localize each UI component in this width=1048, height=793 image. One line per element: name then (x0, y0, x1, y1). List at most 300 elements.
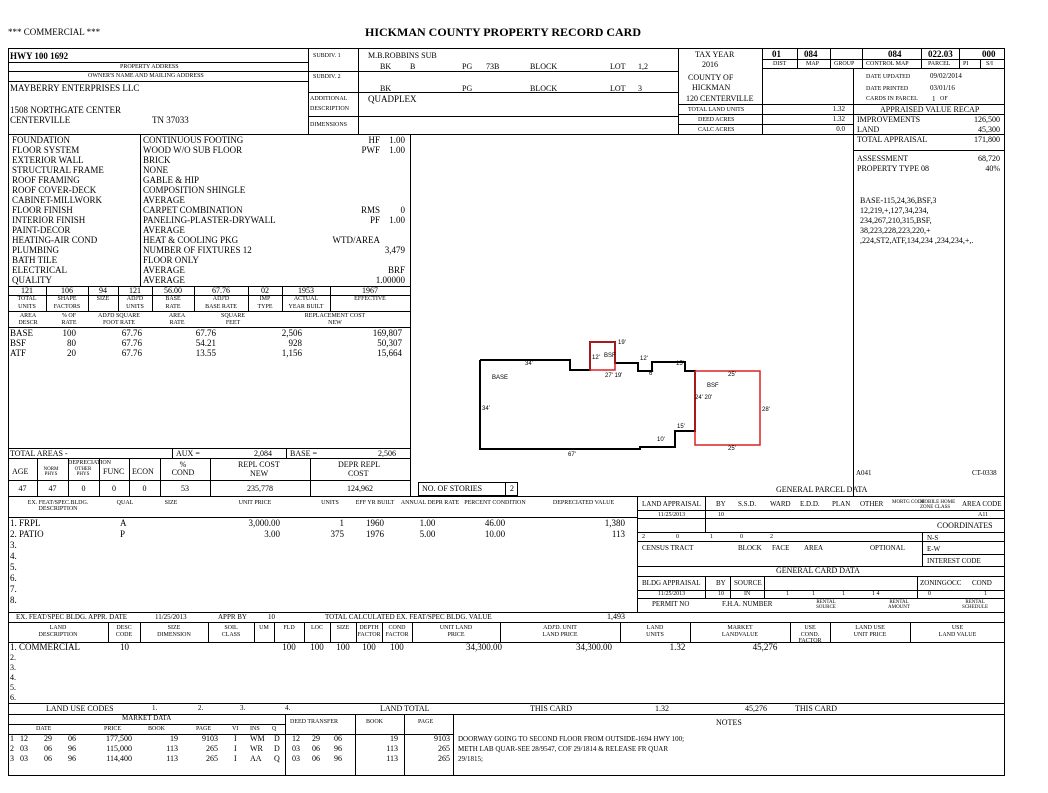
ew-label: E-W (927, 545, 941, 553)
deed-book: 113 (386, 754, 398, 763)
construction-factor: 1.00 (389, 135, 405, 145)
use-code-3: 3. (240, 704, 246, 712)
plan-label: PLAN (832, 500, 851, 508)
aux-value: 2,084 (254, 449, 272, 458)
land-header: COND. FACTOR (798, 632, 822, 644)
construction-code: WTD/AREA (332, 235, 380, 245)
deed-page: 9103 (434, 734, 450, 743)
spec-header: EFF YR BUILT (355, 500, 395, 506)
total-land-units: 1.32 (832, 105, 845, 113)
market-month: 12 (20, 734, 28, 743)
econ-value: 0 (142, 484, 147, 493)
market-title: MARKET DATA (122, 714, 172, 722)
appr-date: 11/25/2013 (155, 613, 187, 621)
use-code-4: 4. (285, 704, 291, 712)
dimensions-label: DIMENSIONS (310, 122, 348, 128)
market-price: 115,000 (106, 744, 132, 753)
spec-header: EX. FEAT/SPEC.BLDG. DESCRIPTION (27, 500, 89, 512)
deed-book: 19 (390, 734, 398, 743)
rental-source-label: RENTAL SOURCE (816, 600, 836, 610)
construction-value: CARPET COMBINATION (143, 205, 243, 215)
spec-units: 375 (330, 529, 344, 539)
aux-label: AUX = (176, 449, 200, 458)
construction-label: PAINT-DECOR (12, 225, 71, 235)
total-appraisal-label: TOTAL APPRAISAL (857, 135, 928, 144)
county-of-label: COUNTY OF (688, 73, 734, 82)
land-header: DESCRIPTION (38, 632, 78, 638)
market-day: 06 (44, 744, 52, 753)
utility-value: 1 (812, 591, 815, 597)
description-value: QUADPLEX (368, 94, 417, 104)
calc-acres: 0.0 (836, 125, 845, 133)
area-code-value: A11 (978, 512, 989, 518)
deed-year: 96 (334, 744, 342, 753)
stories-label: NO. OF STORIES (422, 484, 483, 493)
market-day: 06 (44, 754, 52, 763)
base-value: 2,506 (378, 449, 396, 458)
units-value: 1953 (298, 286, 314, 295)
optional-label: OPTIONAL (870, 544, 905, 552)
depr-cost-label: COST (348, 469, 369, 478)
units-label: YEAR BUILT (288, 304, 324, 310)
edd-label: E.D.D. (800, 500, 820, 508)
other-label: OTHER (860, 500, 884, 508)
parcel-code-value: 1 (710, 534, 713, 540)
sketch-ct-code: CT-0338 (972, 469, 997, 477)
construction-label: CABINET-MILLWORK (12, 195, 102, 205)
units-label: SHAPE (57, 296, 77, 302)
parcel-code-value: 0 (676, 534, 679, 540)
market-year: 96 (68, 744, 76, 753)
land-row-number: 3. (10, 663, 16, 672)
func-label: FUNC (103, 467, 125, 476)
spec-desc: 2. PATIO (10, 529, 44, 539)
market-year: 96 (68, 754, 76, 763)
deed-acres-label: DEED ACRES (698, 117, 735, 123)
owner-state-zip: TN 37033 (152, 115, 189, 125)
date-printed: 03/01/16 (930, 84, 955, 92)
land-header: UNIT LAND (439, 625, 473, 631)
units-label: ACTUAL (293, 296, 319, 302)
units-value: 56.00 (164, 286, 182, 295)
market-page: 265 (206, 744, 218, 753)
land-label: LAND (857, 125, 880, 134)
assessment-value: 68,720 (978, 154, 1000, 163)
building-sketch (470, 335, 780, 460)
land-header: FLD (283, 625, 295, 631)
date-printed-label: DATE PRINTED (866, 86, 909, 92)
market-page: 9103 (202, 734, 218, 743)
land-value: 45,300 (978, 125, 1000, 134)
description-label: DESCRIPTION (310, 106, 350, 112)
repl-new-label: NEW (250, 469, 269, 478)
area-sqft: 928 (288, 338, 302, 348)
cond-value: 53 (181, 484, 189, 493)
construction-code: PWF (361, 145, 380, 155)
norm-phys-label: NORM PHYS (43, 467, 59, 477)
land-header: LAND (49, 625, 67, 631)
spec-qual: P (120, 529, 126, 539)
pg2-label: PG (462, 84, 473, 93)
units-label: IMP (259, 296, 271, 302)
spec-depr-rate: 1.00 (419, 518, 436, 528)
notes-label: NOTES (716, 718, 742, 727)
units-label: SIZE (96, 296, 110, 302)
utility-value: 1 4 (872, 591, 880, 597)
area-sqft: 2,506 (281, 328, 302, 338)
area-label: AREA (804, 544, 824, 552)
sketch-dim-label: BASE (492, 375, 509, 381)
deed-acres: 1.32 (832, 115, 845, 123)
bk-value: B (410, 62, 416, 71)
units-label: EFFECTIVE (354, 296, 386, 302)
sketch-dim-label: 34' (482, 406, 490, 412)
deed-book-label: BOOK (366, 719, 384, 725)
additional-label: ADDITIONAL (310, 96, 348, 102)
construction-factor: 3,479 (384, 245, 405, 255)
map-value: 084 (804, 49, 818, 59)
land-factor: 100 (390, 642, 404, 652)
bldg-appraisal-label: BLDG APPRAISAL (642, 579, 701, 587)
pg-label: PG (462, 62, 473, 71)
date-updated: 09/02/2014 (930, 72, 962, 80)
repl-value: 235,778 (247, 484, 273, 493)
notes-line-2: METH LAB QUAR-SEE 28/9547, COF 29/1814 & RELEASE FR QUAR (458, 745, 669, 753)
bk-label: BK (380, 62, 392, 71)
sketch-dim-label: BSF (707, 383, 719, 389)
construction-value: GABLE & HIP (143, 175, 199, 185)
owner-street: 1508 NORTHGATE CENTER (10, 105, 121, 115)
appr-by-label: APPR BY (218, 613, 247, 621)
parcel-code-value: 2 (642, 534, 645, 540)
sketch-dim-label: 12' (592, 355, 600, 361)
construction-value: PANELING-PLASTER-DRYWALL (143, 215, 276, 225)
permit-label: PERMIT NO (652, 600, 690, 608)
block-label: BLOCK (530, 62, 558, 71)
cond-label: % COND (171, 460, 195, 477)
bldg-appraisal-date: 11/25/2013 (658, 591, 686, 597)
land-row-number: 5. (10, 683, 16, 692)
age-value: 47 (18, 484, 27, 493)
construction-factor: 1.00 (389, 215, 405, 225)
total-areas-label: TOTAL AREAS - (10, 449, 68, 458)
sketch-dim-label: 10' (657, 437, 665, 443)
units-label: UNITS (126, 304, 144, 310)
land-header: DESC (116, 625, 132, 631)
market-price: 177,500 (106, 734, 132, 743)
units-value: 106 (61, 286, 73, 295)
land-header: SOIL (224, 625, 238, 631)
land-row-number: 2. (10, 653, 16, 662)
pi-label: PI (963, 61, 969, 67)
area-header: AREA (168, 313, 186, 319)
this-card-label: THIS CARD (530, 704, 573, 713)
land-header: LAND VALUE (938, 632, 977, 638)
land-factor: 100 (310, 642, 324, 652)
utility-value: 1 (984, 591, 987, 597)
spec-depr-rate: 5.00 (419, 529, 436, 539)
depr-value: 124,962 (347, 484, 373, 493)
market-month: 03 (20, 744, 28, 753)
deed-book: 113 (386, 744, 398, 753)
area-adj-rate: 67.76 (121, 328, 142, 338)
spec-desc: 5. (10, 562, 17, 572)
assessment-label: ASSESSMENT (857, 154, 909, 163)
date-updated-label: DATE UPDATED (866, 74, 911, 80)
spec-header: UNIT PRICE (238, 500, 272, 506)
market-q: D (274, 734, 280, 743)
bldg-appraisal-by: 10 (718, 591, 724, 597)
spec-header: ANNUAL DEPR RATE (400, 500, 460, 506)
market-price: 114,400 (106, 754, 132, 763)
dist-label: DIST (773, 61, 787, 67)
deed-day: 06 (312, 754, 320, 763)
spec-desc: 3. (10, 540, 17, 550)
norm-value: 47 (48, 484, 57, 493)
land-total-label: LAND TOTAL (380, 704, 430, 713)
construction-factor: 1.00000 (375, 275, 405, 285)
area-header: FEET (225, 320, 241, 326)
spec-desc: 6. (10, 573, 17, 583)
market-day: 29 (44, 734, 52, 743)
construction-label: ROOF COVER-DECK (12, 185, 97, 195)
spec-value: 113 (611, 529, 625, 539)
construction-label: QUALITY (12, 275, 52, 285)
land-adj-price: 34,300.00 (576, 642, 612, 652)
dist-value: 01 (772, 49, 781, 59)
market-header: PAGE (196, 726, 212, 732)
land-header: LAND (646, 625, 664, 631)
repl-cost-label: REPL COST (238, 460, 280, 469)
area-header: FOOT RATE (102, 320, 136, 326)
spec-header: UNITS (321, 500, 339, 506)
units-value: 121 (21, 286, 33, 295)
area-rate: 67.76 (195, 328, 216, 338)
zoning-label: ZONING (920, 579, 947, 587)
market-header: VI (232, 726, 239, 732)
market-header: INS (250, 726, 260, 732)
block2-label: BLOCK (530, 84, 558, 93)
land-header: CODE (115, 632, 133, 638)
construction-label: BATH TILE (12, 255, 58, 265)
bk2-label: BK (380, 84, 392, 93)
units-value: 121 (129, 286, 141, 295)
property-address: HWY 100 1692 (10, 51, 69, 61)
owner-city: CENTERVILLE (10, 115, 71, 125)
land-header: LANDVALUE (721, 632, 759, 638)
land-header: LAND USE (855, 625, 885, 631)
mobile-label: MOBILE HOME ZONE CLASS (920, 500, 956, 510)
deed-day: 06 (312, 744, 320, 753)
deed-transfer-label: DEED TRANSFER (290, 719, 339, 725)
construction-label: FLOOR SYSTEM (12, 145, 80, 155)
area-sqft: 1,156 (281, 348, 302, 358)
face-label: FACE (772, 544, 790, 552)
category-label: *** COMMERCIAL *** (8, 27, 101, 37)
land-units: 1.32 (669, 642, 686, 652)
use-code-1: 1. (152, 704, 158, 712)
area-header: AREA (19, 313, 37, 319)
ns-label: N-S (927, 534, 939, 542)
sketch-dim-label: 19' (618, 340, 626, 346)
construction-label: INTERIOR FINISH (12, 215, 86, 225)
spec-unit-price: 3.00 (264, 529, 280, 539)
control-map-value: 084 (888, 49, 902, 59)
base-outline (480, 342, 695, 449)
land-row-number: 6. (10, 693, 16, 702)
deed-day: 29 (312, 734, 320, 743)
construction-code: RMS (360, 205, 380, 215)
land-appraisal-label: LAND APPRAISAL (642, 500, 701, 508)
spec-header: QUAL (116, 500, 134, 506)
land-header: COND (388, 625, 406, 631)
group-label: GROUP (834, 61, 855, 67)
construction-factor: BRF (387, 265, 405, 275)
units-label: FACTORS (53, 304, 81, 310)
parcel-code-value: 2 (770, 534, 773, 540)
rental-schedule-label: RENTAL SCHEDULE (961, 600, 989, 610)
general-title: GENERAL PARCEL DATA (776, 485, 868, 494)
market-ins: WR (250, 744, 263, 753)
units-label: ADJ'D (126, 296, 144, 302)
ssd-label: S.S.D. (738, 500, 757, 508)
land-row-number: 4. (10, 673, 16, 682)
age-label: AGE (12, 467, 29, 476)
area-cost: 15,664 (377, 348, 402, 358)
market-q: D (274, 744, 280, 753)
construction-label: STRUCTURAL FRAME (12, 165, 104, 175)
construction-code: HF (368, 135, 380, 145)
spec-year: 1960 (366, 518, 384, 528)
units-label: RATE (165, 304, 181, 310)
bsf-right-outline (695, 371, 760, 445)
utility-value: 1 (786, 591, 789, 597)
cards-label: CARDS IN PARCEL (866, 96, 918, 102)
area-adj-rate: 67.76 (121, 338, 142, 348)
area-adj-rate: 67.76 (121, 348, 142, 358)
land-header: USE (804, 625, 816, 631)
spec-units: 1 (339, 518, 344, 528)
land-header: UNIT PRICE (853, 632, 887, 638)
office-label: 120 CENTERVILLE (686, 94, 754, 103)
construction-factor: 0 (400, 205, 405, 215)
coordinates-label: COORDINATES (937, 521, 993, 530)
land-total-units: 1.32 (655, 704, 669, 713)
construction-code: PF (369, 215, 380, 225)
market-row-number: 2 (10, 744, 14, 753)
base-label: BASE = (290, 449, 317, 458)
land-header: FACTOR (385, 632, 409, 638)
lot2-value: 3 (638, 84, 642, 93)
market-book: 19 (170, 734, 178, 743)
func-value: 0 (112, 484, 116, 493)
market-year: 06 (68, 734, 76, 743)
bldg-source: IN (744, 591, 751, 597)
area-header: ADJ'D SQUARE (98, 313, 140, 319)
parcel-value: 022.03 (928, 49, 953, 59)
construction-value: NUMBER OF FIXTURES 12 (143, 245, 252, 255)
construction-label: FLOOR FINISH (12, 205, 73, 215)
sketch-dim-label: 6' (649, 371, 654, 377)
units-label: BASE RATE (205, 304, 237, 310)
area-header: RATE (61, 320, 77, 326)
interest-label: INTEREST CODE (927, 557, 981, 565)
area-cost: 169,807 (372, 328, 402, 338)
cond-label-general: COND (972, 579, 992, 587)
spec-header: SIZE (164, 500, 178, 506)
improvements-value: 126,500 (974, 115, 1000, 124)
market-book: 113 (166, 754, 178, 763)
land-header: PRICE (447, 632, 465, 638)
units-label: TOTAL (17, 296, 37, 302)
market-header: Q (272, 726, 277, 732)
bldg-by-label: BY (716, 579, 726, 587)
deed-page: 265 (438, 744, 450, 753)
deed-page: 265 (438, 754, 450, 763)
area-pct: 20 (67, 348, 76, 358)
land-header: SIZE (167, 625, 181, 631)
spec-qual: A (120, 518, 127, 528)
owner-label: OWNER'S NAME AND MAILING ADDRESS (88, 73, 204, 79)
land-header: SIZE (336, 625, 350, 631)
area-cost: 50,307 (377, 338, 402, 348)
units-value: 02 (261, 286, 269, 295)
sketch-dim-label: 25' (728, 372, 736, 378)
land-factor: 100 (282, 642, 296, 652)
construction-value: BRICK (143, 155, 171, 165)
card-data-title: GENERAL CARD DATA (776, 566, 860, 575)
construction-label: ELECTRICAL (12, 265, 67, 275)
rental-amount-label: RENTAL AMOUNT (888, 600, 910, 610)
appr-by: 10 (268, 613, 275, 621)
map-label: MAP (806, 61, 820, 67)
spec-desc: 4. (10, 551, 17, 561)
subdiv1-label: SUBDIV. 1 (313, 53, 341, 59)
by-label: BY (716, 500, 726, 508)
spec-total: 1,493 (607, 612, 625, 621)
construction-value: AVERAGE (143, 195, 185, 205)
spec-desc: 8. (10, 595, 17, 605)
tax-year: 2016 (702, 60, 718, 69)
spec-condition: 10.00 (484, 529, 506, 539)
land-code: 10 (120, 642, 129, 652)
units-value: 94 (99, 286, 107, 295)
subdivision-name: M.B.ROBBINS SUB (368, 51, 437, 60)
census-label: CENSUS TRACT (642, 544, 694, 552)
county-name: HICKMAN (692, 83, 731, 92)
market-book: 113 (166, 744, 178, 753)
spec-desc: 1. FRPL (10, 518, 41, 528)
construction-label: PLUMBING (12, 245, 60, 255)
market-ins: WM (250, 734, 265, 743)
land-header: UNITS (646, 632, 664, 638)
land-header: FACTOR (357, 632, 381, 638)
area-descr: ATF (10, 348, 27, 358)
block-label-general: BLOCK (738, 544, 762, 552)
lot-value: 1,2 (638, 62, 648, 71)
sketch-dim-label: 25' (728, 446, 736, 452)
area-descr: BSF (10, 338, 27, 348)
market-row-number: 1 (10, 734, 14, 743)
sketch-dim-label: 27' 19' (605, 373, 623, 379)
construction-value: COMPOSITION SHINGLE (143, 185, 246, 195)
construction-value: HEAT & COOLING PKG (143, 235, 239, 245)
construction-label: ROOF FRAMING (12, 175, 80, 185)
land-total-value: 45,276 (745, 704, 767, 713)
si-label: S/I (986, 61, 994, 67)
spec-header: PERCENT CONDITION (464, 500, 526, 506)
land-header: DEPTH (359, 625, 379, 631)
